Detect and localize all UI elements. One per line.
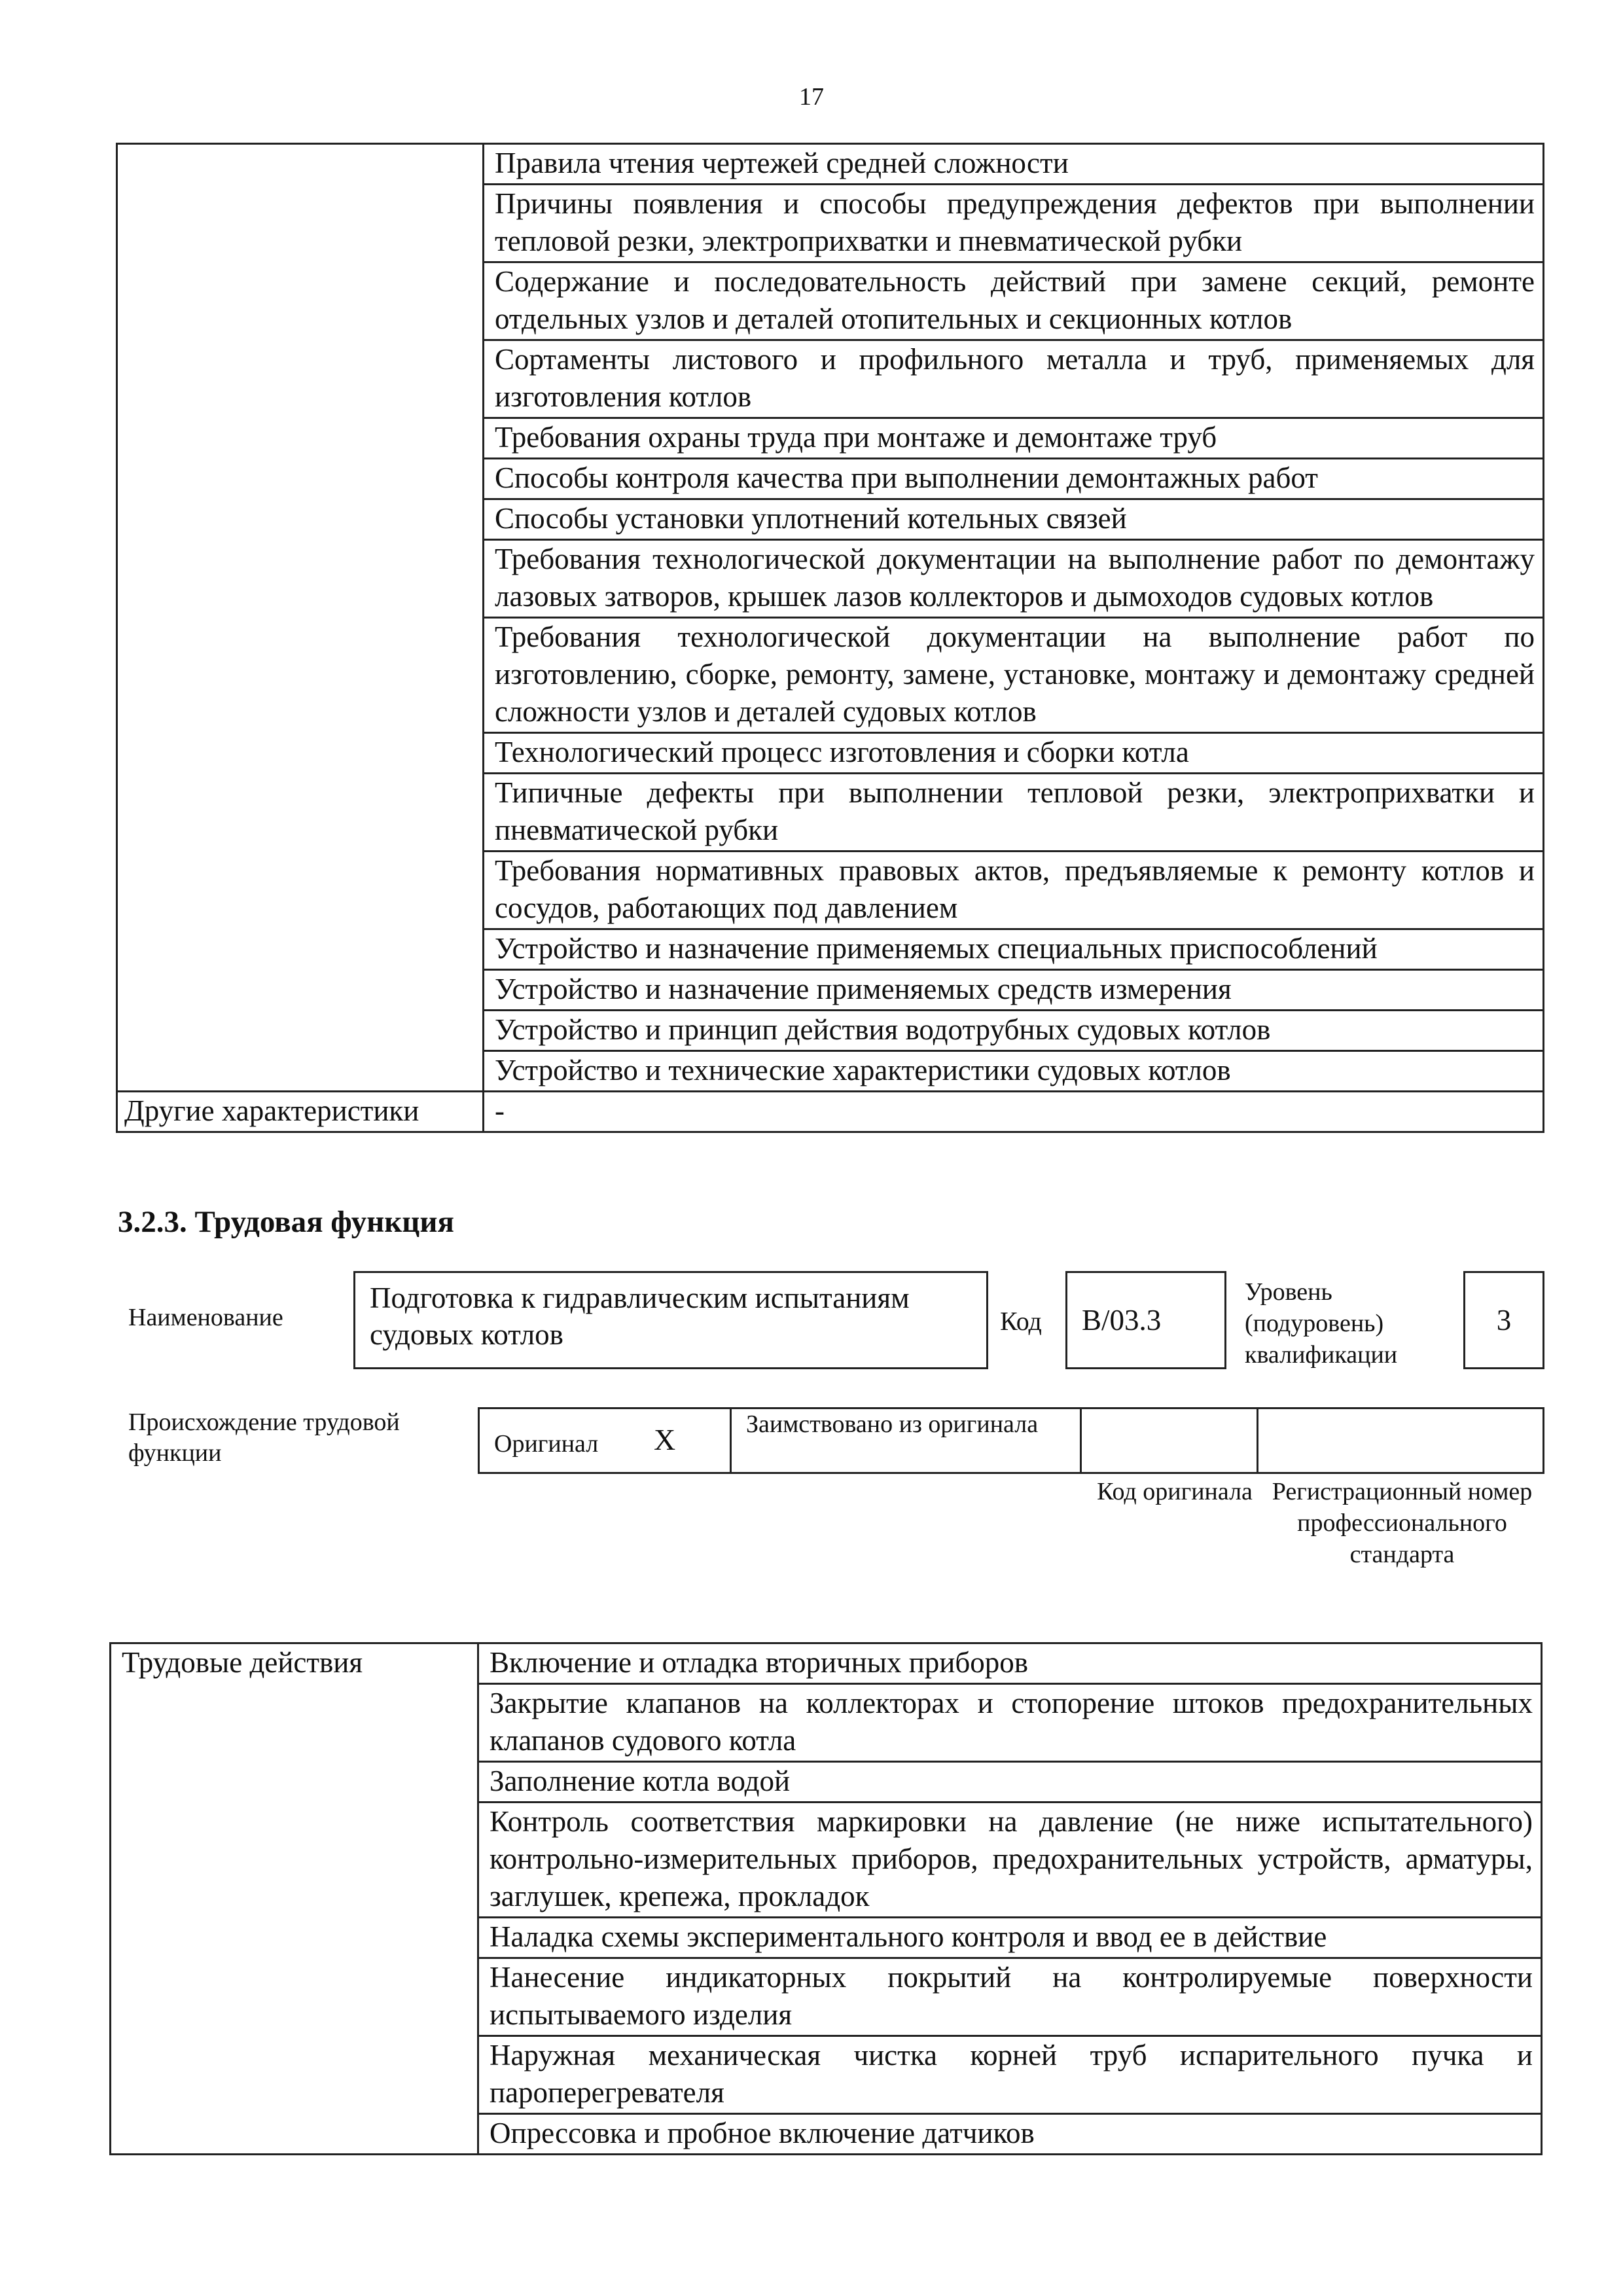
page-number: 17 xyxy=(799,83,824,111)
reg-number-caption: Регистрационный номер профессионального стандарта xyxy=(1272,1478,1533,1568)
code-original-caption: Код оригинала xyxy=(1097,1478,1253,1505)
action-item: Заполнение котла водой xyxy=(478,1762,1542,1803)
other-characteristics-value: - xyxy=(484,1092,1544,1132)
other-characteristics-label: Другие характеристики xyxy=(117,1092,484,1132)
action-item: Наружная механическая чистка корней труб испарительного пучка и пароперегревателя xyxy=(478,2036,1542,2114)
knowledge-item: Требования нормативных правовых актов, предъявляемые к ремонту котлов и сосудов, работающих под давлением xyxy=(484,852,1544,929)
reg-number-cell xyxy=(1258,1409,1543,1472)
action-item: Закрытие клапанов на коллекторах и стопорение штоков предохранительных клапанов судового котла xyxy=(478,1684,1542,1762)
knowledge-table xyxy=(116,143,1544,1133)
knowledge-item: Содержание и последовательность действий при замене секций, ремонте отдельных узлов и деталей отопительных и секционных котлов xyxy=(484,262,1544,340)
actions-table xyxy=(109,1642,1543,2155)
knowledge-item: Устройство и принцип действия водотрубных судовых котлов xyxy=(484,1011,1544,1051)
knowledge-label-cell xyxy=(117,144,484,1092)
origin-label: Происхождение трудовой функции xyxy=(128,1408,400,1467)
action-item: Наладка схемы экспериментального контроля и ввод ее в действие xyxy=(478,1918,1542,1958)
code-label: Код xyxy=(1000,1306,1042,1336)
borrowed-label: Заимствовано из оригинала xyxy=(746,1410,1039,1438)
code-original-cell xyxy=(1082,1409,1258,1472)
knowledge-item: Сортаменты листового и профильного металла и труб, применяемых для изготовления котлов xyxy=(484,340,1544,418)
knowledge-item: Причины появления и способы предупреждения дефектов при выполнении тепловой резки, электроприхватки и пневматической рубки xyxy=(484,185,1544,262)
table-row xyxy=(117,1092,1544,1132)
knowledge-item: Устройство и назначение применяемых средств измерения xyxy=(484,970,1544,1011)
table-row xyxy=(111,1643,1542,1684)
knowledge-item: Правила чтения чертежей средней сложности xyxy=(484,144,1544,185)
action-item: Включение и отладка вторичных приборов xyxy=(478,1643,1542,1684)
action-item: Нанесение индикаторных покрытий на контролируемые поверхности испытываемого изделия xyxy=(478,1958,1542,2036)
knowledge-item: Способы контроля качества при выполнении демонтажных работ xyxy=(484,459,1544,499)
level-value-box: 3 xyxy=(1463,1271,1544,1369)
code-value-box: В/03.3 xyxy=(1065,1271,1226,1369)
section-heading: 3.2.3. Трудовая функция xyxy=(118,1205,454,1239)
action-item: Контроль соответствия маркировки на давление (не ниже испытательного) контрольно-измерительных приборов, предохранительных устройств, арматуры, заглушек, крепежа, прокладок xyxy=(478,1803,1542,1918)
table-row xyxy=(117,144,1544,185)
actions-label: Трудовые действия xyxy=(111,1643,478,2155)
original-label: Оригинал xyxy=(494,1430,599,1458)
knowledge-item: Способы установки уплотнений котельных связей xyxy=(484,499,1544,540)
action-item: Опрессовка и пробное включение датчиков xyxy=(478,2114,1542,2155)
knowledge-item: Требования охраны труда при монтаже и демонтаже труб xyxy=(484,418,1544,459)
origin-row xyxy=(478,1407,1544,1474)
original-cell xyxy=(480,1409,732,1472)
knowledge-item: Устройство и технические характеристики судовых котлов xyxy=(484,1051,1544,1092)
function-name-box: Подготовка к гидравлическим испытаниям судовых котлов xyxy=(353,1271,988,1369)
borrowed-cell xyxy=(732,1409,1082,1472)
level-label: Уровень (подуровень) квалификации xyxy=(1245,1278,1398,1369)
knowledge-item: Технологический процесс изготовления и сборки котла xyxy=(484,733,1544,774)
knowledge-item: Устройство и назначение применяемых специальных приспособлений xyxy=(484,929,1544,970)
knowledge-item: Требования технологической документации на выполнение работ по демонтажу лазовых затворов, крышек лазов коллекторов и дымоходов судовых котлов xyxy=(484,540,1544,618)
knowledge-item: Типичные дефекты при выполнении тепловой резки, электроприхватки и пневматической рубки xyxy=(484,774,1544,852)
name-label: Наименование xyxy=(128,1304,283,1331)
original-mark: X xyxy=(654,1423,676,1456)
knowledge-item: Требования технологической документации на выполнение работ по изготовлению, сборке, ремонту, замене, установке, монтажу и демонтажу средней сложности узлов и деталей судовых котлов xyxy=(484,618,1544,733)
